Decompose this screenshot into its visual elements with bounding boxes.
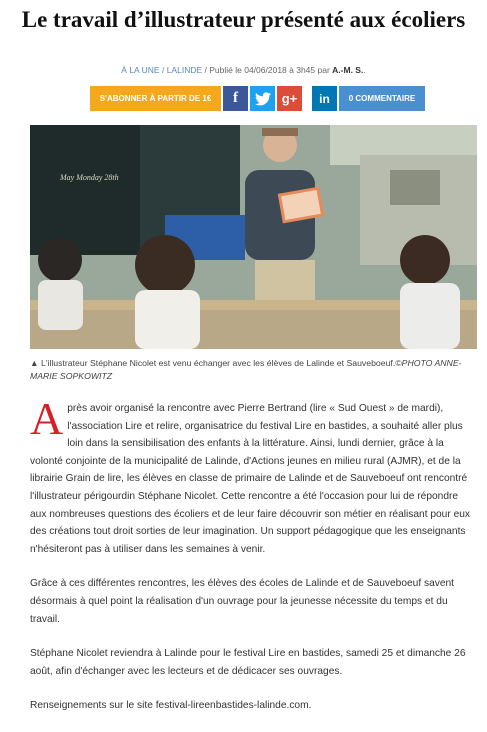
breadcrumb-separator: / bbox=[161, 65, 165, 75]
dropcap: A bbox=[30, 393, 64, 444]
author-name[interactable]: A.-M. S. bbox=[332, 65, 364, 75]
linkedin-share-button[interactable] bbox=[312, 86, 337, 111]
share-bar bbox=[90, 86, 425, 111]
article-meta bbox=[0, 65, 487, 75]
breadcrumb-a-la-une[interactable]: À LA UNE bbox=[121, 65, 160, 75]
photo-credit: ©PHOTO ANNE-MARIE SOPKOWITZ bbox=[30, 358, 462, 381]
caption-text: L'illustrateur Stéphane Nicolet est venu échanger avec les élèves de Lalinde et Sauveboeuf. bbox=[41, 358, 396, 368]
photo-caption bbox=[30, 357, 470, 383]
twitter-share-button[interactable] bbox=[250, 86, 275, 111]
article-title: Le travail d’illustrateur présenté aux écoliers bbox=[21, 7, 466, 32]
twitter-icon bbox=[255, 92, 271, 106]
googleplus-share-button[interactable] bbox=[277, 86, 302, 111]
caption-arrow-icon: ▲ bbox=[30, 358, 39, 368]
comments-button[interactable]: 0 COMMENTAIRE bbox=[339, 86, 425, 111]
linkedin-icon: in bbox=[319, 91, 330, 106]
meta-end: . bbox=[363, 65, 366, 75]
facebook-icon: f bbox=[233, 90, 238, 106]
article-body bbox=[30, 393, 470, 732]
article-photo bbox=[30, 125, 477, 349]
paragraph-3: Stéphane Nicolet reviendra à Lalinde pour le festival Lire en bastides, samedi 25 et dimanche 26 août, afin d'échanger avec les lecteurs et de dédicacer ses ouvrages. bbox=[30, 648, 466, 677]
paragraph-1-text: près avoir organisé la rencontre avec Pierre Bertrand (lire « Sud Ouest » de mardi), l'association Lire et relire, organisatrice du festival Lire en bastides, a souhaité aller plus loin dans la sensibilisation des enfants à la littérature. Ainsi, lundi dernier, grâce à la volonté conjointe de la municipalité de Lalinde, d'Actions jeunes en milieu rural (AJMR), et de la librairie Grain de lire, les élèves en classe de primaire de Lalinde et de Sauveboeuf ont rencontré l'illustrateur périgourdin Stéphane Nicolet. Cette rencontre a été l'occasion pour lui de répondre aux nombreuses questions des écoliers et de leur faire découvrir son métier en réalisant pour eux des créations tout droit sorties de leur imagination. Un support pédagogique que les enseignants n'hésiteront pas à utiliser dans les semaines à venir. bbox=[30, 403, 470, 555]
paragraph-2: Grâce à ces différentes rencontres, les élèves des écoles de Lalinde et de Sauveboeuf savent désormais à quel point la réalisation d'un ouvrage pour la jeunesse nécessite du temps et du travail. bbox=[30, 578, 454, 625]
separator-pipe: / bbox=[204, 65, 207, 75]
subscribe-button[interactable]: S'ABONNER À PARTIR DE 1€ bbox=[90, 86, 221, 111]
published-date: Publié le 04/06/2018 à 3h45 par bbox=[209, 65, 330, 75]
paragraph-4: Renseignements sur le site festival-lireenbastides-lalinde.com. bbox=[30, 700, 312, 712]
blackboard-text: May Monday 28th bbox=[60, 173, 119, 182]
breadcrumb-lalinde[interactable]: LALINDE bbox=[166, 65, 203, 75]
facebook-share-button[interactable] bbox=[223, 86, 248, 111]
googleplus-icon: g+ bbox=[281, 91, 298, 106]
paragraph-1 bbox=[30, 393, 470, 558]
classroom-photo-illustration bbox=[30, 125, 477, 349]
